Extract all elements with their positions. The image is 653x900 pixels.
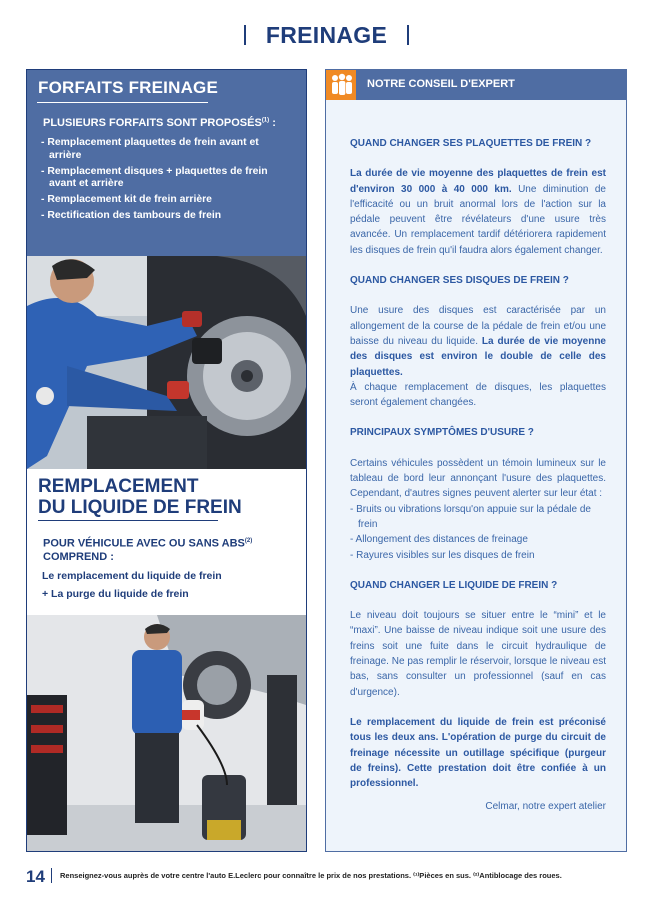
mechanic-purge-photo <box>27 615 306 852</box>
forfaits-title-underline <box>37 102 208 103</box>
footer-divider <box>51 868 52 883</box>
forfait-item: - Rectification des tambours de frein <box>41 209 222 221</box>
header-bar-left <box>244 25 246 45</box>
answer-text: À chaque remplacement de disques, les plaquettes seront également changées. <box>350 381 606 409</box>
liquide-subtitle-line2: COMPREND : <box>43 550 114 563</box>
liquide-title-line1: REMPLACEMENT <box>38 476 199 497</box>
question-heading: QUAND CHANGER LE LIQUIDE DE FREIN ? <box>350 579 558 591</box>
answer-text: Une usure des disques est caractérisée par un allongement de la course de la pédale de frein et/ou une baisse du niveau du liquide. <box>350 305 606 347</box>
mechanic-brake-photo <box>27 256 306 469</box>
symptom-list <box>350 502 606 563</box>
liquide-title-underline <box>38 520 218 521</box>
answer-paragraph: Le niveau doit toujours se situer entre le “mini” et le “maxi”. Une baisse de niveau indique soit une usure des freins soit une fuite dans le circuit hydraulique de freinage. Ne pas remplir le réservoir, lorsque le niveau est bas, sans consulter un professionnel (sauf en cas d'urgence). <box>350 610 606 698</box>
liquide-item: Le remplacement du liquide de frein <box>42 570 222 582</box>
liquide-item: + La purge du liquide de frein <box>42 588 189 600</box>
answer-bold: La durée de vie moyenne des plaquettes de frein est d'environ 30 000 à 40 000 km. <box>350 168 606 195</box>
expert-advice-body <box>350 136 606 806</box>
forfait-item: - Remplacement kit de frein arrière <box>41 194 212 206</box>
question-heading: QUAND CHANGER SES PLAQUETTES DE FREIN ? <box>350 138 592 149</box>
question-heading: QUAND CHANGER SES DISQUES DE FREIN ? <box>350 275 569 287</box>
footer-note: Renseignez-vous auprès de votre centre l'auto E.Leclerc pour connaître le prix de nos prestations. ⁽¹⁾Pièces en sus. ⁽²⁾Antiblocage des roues. <box>60 871 562 880</box>
expert-advice-header <box>326 70 626 100</box>
liquide-subtitle <box>43 535 283 564</box>
liquide-subtitle-footnote: (2) <box>244 538 253 544</box>
symptom-item: - Rayures visibles sur les disques de frein <box>350 549 535 561</box>
expert-advice-panel <box>325 69 627 852</box>
forfaits-title: FORFAITS FREINAGE <box>38 78 219 97</box>
left-column <box>26 69 307 852</box>
people-group-icon <box>326 70 356 100</box>
answer-bold-paragraph: Le remplacement du liquide de frein est préconisé tous les deux ans. L'opération de purge du circuit de freinage nécessite un outillage spécifique (purgeur de freins). Cette prestation doit être confiée à un professionnel. <box>350 716 606 790</box>
answer-bold: La durée de vie moyenne des disques est environ le double de celle des plaquettes. <box>350 335 606 378</box>
forfaits-intro-text: PLUSIEURS FORFAITS SONT PROPOSÉS <box>43 117 262 129</box>
page-title: FREINAGE <box>265 21 388 48</box>
symptom-item: - Allongement des distances de freinage <box>350 534 528 546</box>
liquide-subtitle-line1: POUR VÉHICULE AVEC OU SANS ABS <box>43 537 245 550</box>
symptom-item: - Bruits ou vibrations lorsqu'on appuie sur la pédale de frein <box>350 503 591 530</box>
question-heading: PRINCIPAUX SYMPTÔMES D'USURE ? <box>350 427 534 439</box>
forfaits-intro-colon: : <box>269 117 276 129</box>
forfaits-intro-footnote: (1) <box>261 117 270 124</box>
answer-paragraph <box>350 166 606 258</box>
forfait-item: - Remplacement disques + plaquettes de frein avant et arrière <box>41 165 268 190</box>
expert-signature: Celmar, notre expert atelier <box>485 801 606 812</box>
page-number: 14 <box>26 867 45 886</box>
forfaits-intro <box>43 117 276 129</box>
liquide-title-line2: DU LIQUIDE DE FREIN <box>38 497 242 518</box>
header-bar-right <box>407 25 409 45</box>
answer-paragraph: Certains véhicules possèdent un témoin lumineux sur le tableau de bord leur annonçant l'usure des plaquettes. Cependant, d'autres signes peuvent alerter sur leur état : <box>350 457 606 500</box>
liquide-title <box>38 476 242 518</box>
forfaits-list <box>41 137 293 226</box>
forfaits-panel <box>27 70 306 256</box>
answer-text: Une diminution de l'efficacité ou un bruit anormal lors de l'action sur la pédale peuvent être révélateurs d'une usure très avancée. Un remplacement tardif détériorera rapidement les disques de frein qu'il faudra alors également changer. <box>350 183 606 256</box>
expert-advice-title: NOTRE CONSEIL D'EXPERT <box>367 78 515 90</box>
page-header <box>0 18 653 52</box>
forfait-item: - Remplacement plaquettes de frein avant et arrière <box>41 137 259 161</box>
answer-paragraph <box>350 303 606 410</box>
